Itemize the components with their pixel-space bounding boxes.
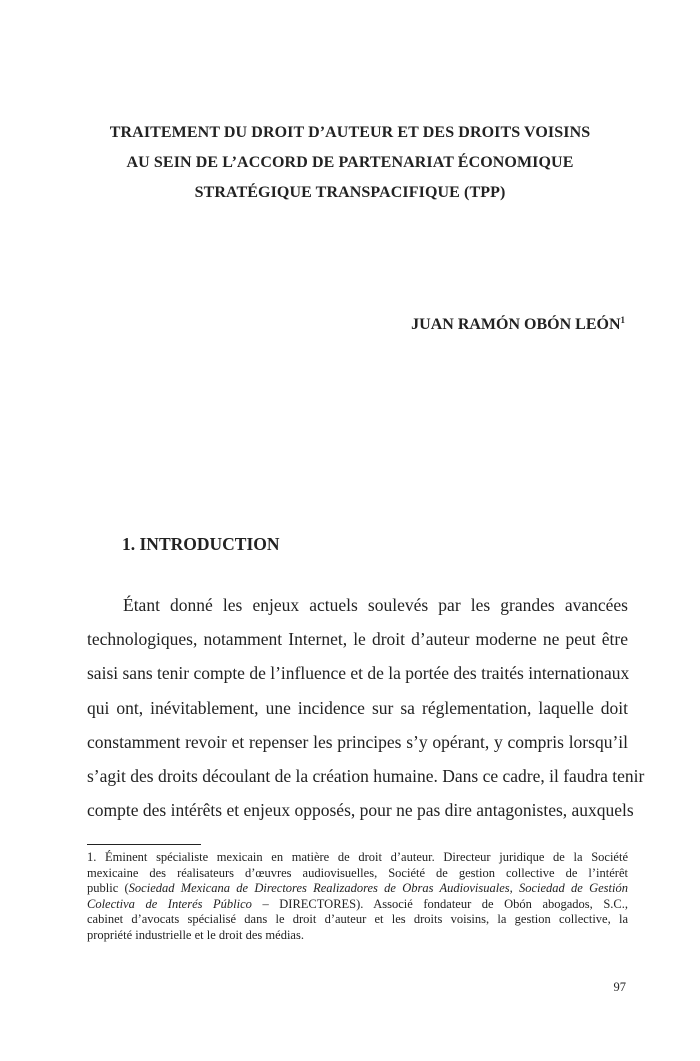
footnote-line: 1. Éminent spécialiste mexicain en matière de droit d’auteur. Directeur juridique de la Société xyxy=(87,850,628,864)
footnote-line: cabinet d’avocats spécialisé dans le droit d’auteur et les droits voisins, la gestion collective, la xyxy=(87,912,628,927)
body-line: constamment revoir et repenser les principes s’y opérant, y compris lorsqu’il xyxy=(87,731,628,752)
body-text xyxy=(87,588,645,827)
footnote-line xyxy=(87,897,628,913)
title-line-1: TRAITEMENT DU DROIT D’AUTEUR ET DES DROITS VOISINS xyxy=(109,124,591,141)
title-line-2: AU SEIN DE L’ACCORD DE PARTENARIAT ÉCONOMIQUE xyxy=(126,154,574,171)
footnote-line xyxy=(87,881,628,897)
footnote-text: public ( xyxy=(87,881,129,896)
footnote-separator xyxy=(87,844,201,845)
footnote xyxy=(87,850,628,944)
body-line: s’agit des droits découlant de la création humaine. Dans ce cadre, il faudra tenir xyxy=(87,766,645,787)
body-line: Étant donné les enjeux actuels soulevés par les grandes avancées xyxy=(123,595,628,615)
body-line: saisi sans tenir compte de l’influence et de la portée des traités internationaux xyxy=(87,663,630,684)
body-line: qui ont, inévitablement, une incidence sur sa réglementation, laquelle doit xyxy=(87,697,628,718)
footnote-text: – DIRECTORES). Associé fondateur de Obón abogados, S.C., xyxy=(251,896,628,911)
section-heading: 1. INTRODUCTION xyxy=(122,534,280,554)
title-line-3: STRATÉGIQUE TRANSPACIFIQUE (TPP) xyxy=(194,184,506,201)
author-footnote-marker: 1 xyxy=(620,315,625,325)
author-name-text: JUAN RAMÓN OBÓN LEÓN xyxy=(411,316,621,333)
body-line: compte des intérêts et enjeux opposés, pour ne pas dire antagonistes, auxquels xyxy=(87,800,634,821)
author-name xyxy=(411,315,625,334)
chapter-title xyxy=(60,118,640,208)
footnote-italic-text: Sociedad Mexicana de Directores Realizadores de Obras Audiovisuales, Sociedad de Gestión xyxy=(128,881,628,896)
footnote-line: mexicaine des réalisateurs d’œuvres audiovisuelles, Société de gestion collective de l’intérêt xyxy=(87,865,628,880)
footnote-italic-text: Colectiva de Interés Público xyxy=(87,896,252,911)
body-line: technologiques, notamment Internet, le droit d’auteur moderne ne peut être xyxy=(87,629,628,650)
footnote-line: propriété industrielle et le droit des médias. xyxy=(87,927,304,942)
page-number: 97 xyxy=(613,980,626,994)
